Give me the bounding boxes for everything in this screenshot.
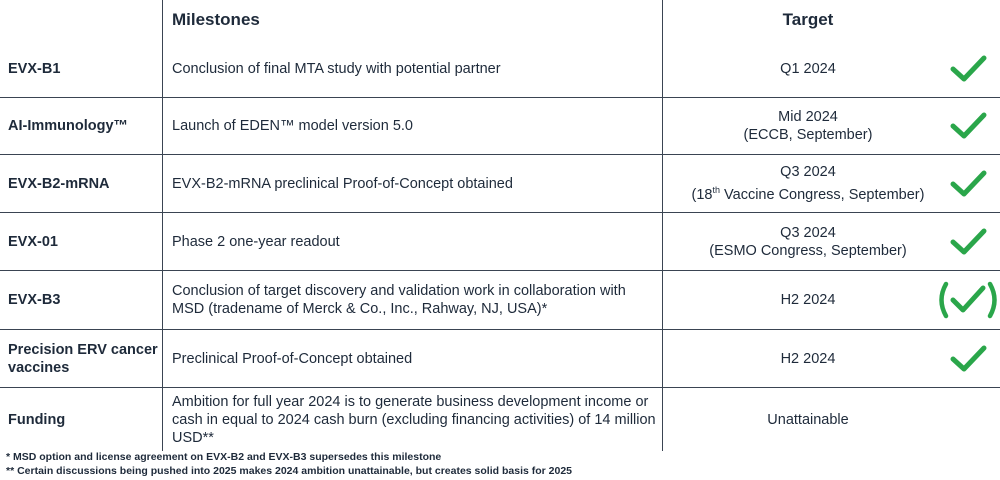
table-row-precision-erv — [0, 330, 1000, 388]
table-row-ai-immunology — [0, 98, 1000, 155]
table-row-evx-b1 — [0, 40, 1000, 98]
program-name: EVX-B2-mRNA — [8, 175, 110, 192]
target-line: H2 2024 — [780, 292, 836, 308]
program-name: Precision ERV cancer vaccines — [8, 341, 158, 376]
target-line: (ECCB, September) — [743, 127, 873, 143]
check-icon — [948, 54, 988, 84]
target-line: Mid 2024 — [778, 109, 838, 125]
target-cell — [662, 388, 954, 451]
footnote: * MSD option and license agreement on EVX-B2 and EVX-B3 supersedes this milestone — [6, 451, 442, 463]
target-line: Unattainable — [767, 411, 849, 428]
program-name: EVX-01 — [8, 233, 58, 250]
milestone-text: Preclinical Proof-of-Concept obtained — [172, 350, 413, 367]
target-line: Q3 2024 — [780, 164, 836, 181]
ordinal-suffix: th — [712, 185, 721, 196]
header-target: Target — [782, 10, 834, 29]
program-name: Funding — [8, 411, 66, 428]
target-line: (ESMO Congress, September) — [709, 242, 907, 259]
target-cell — [662, 98, 954, 154]
check-icon — [948, 344, 988, 374]
target-cell — [662, 155, 954, 212]
target-cell — [662, 330, 954, 387]
check-in-parentheses-icon — [934, 281, 1000, 319]
check-icon — [948, 111, 988, 141]
target-cell — [662, 271, 954, 329]
target-text: (18 — [691, 186, 713, 203]
header-milestones: Milestones — [172, 10, 260, 29]
milestone-text: Launch of EDEN™ model version 5.0 — [172, 118, 413, 134]
milestone-text: Phase 2 one-year readout — [172, 233, 340, 250]
footnote: ** Certain discussions being pushed into 2025 makes 2024 ambition unattainable, but creates solid basis for 2025 — [6, 465, 573, 477]
milestone-text: Ambition for full year 2024 is to generate business development income or cash in equal to 2024 cash burn (excluding financing activities) of 14 million USD** — [172, 393, 656, 446]
table-row-funding — [0, 388, 1000, 451]
milestone-text: EVX-B2-mRNA preclinical Proof-of-Concept obtained — [172, 175, 513, 192]
table-row-evx-b3 — [0, 271, 1000, 330]
target-cell — [662, 40, 954, 97]
target-line: Q1 2024 — [780, 60, 836, 77]
program-name: AI-Immunology™ — [8, 118, 129, 134]
target-line: H2 2024 — [780, 350, 836, 367]
program-name: EVX-B3 — [8, 292, 61, 308]
milestone-text: Conclusion of final MTA study with potential partner — [172, 60, 501, 77]
table-row-evx-01 — [0, 213, 1000, 271]
target-line — [692, 181, 925, 204]
check-icon — [948, 227, 988, 257]
table-row-evx-b2-mrna — [0, 155, 1000, 213]
target-cell — [662, 213, 954, 270]
milestone-text: Conclusion of target discovery and validation work in collaboration with MSD (tradename of Merck & Co., Inc., Rahway, NJ, USA)* — [172, 283, 626, 317]
check-icon — [948, 169, 988, 199]
target-text: Vaccine Congress, September) — [720, 186, 925, 203]
program-name: EVX-B1 — [8, 60, 61, 77]
target-line: Q3 2024 — [780, 224, 836, 241]
